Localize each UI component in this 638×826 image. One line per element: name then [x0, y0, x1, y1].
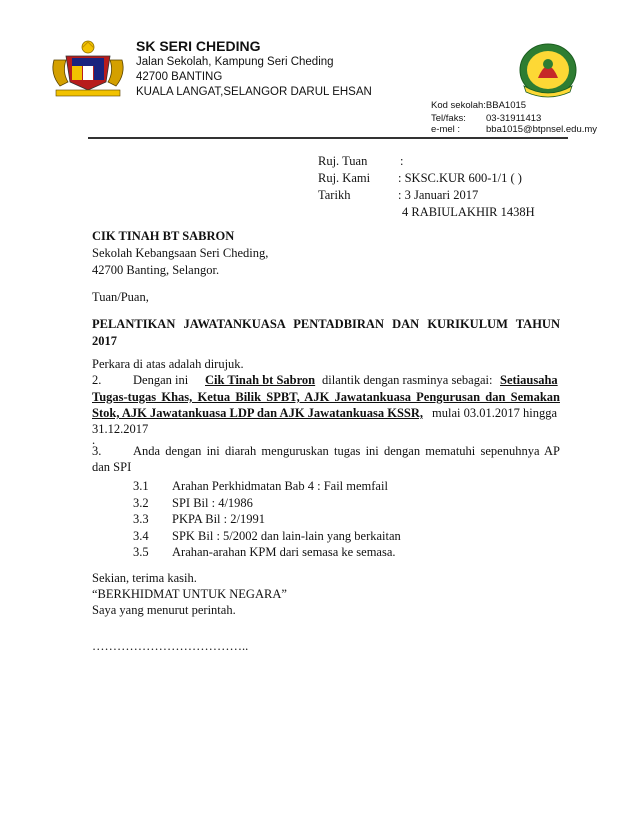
list-item: Arahan Perkhidmatan Bab 4 : Fail memfail — [172, 479, 388, 493]
ruj-tuan-label: Ruj. Tuan — [318, 154, 368, 168]
list-item: Arahan-arahan KPM dari semasa ke semasa. — [172, 545, 396, 559]
school-code: Kod sekolah:BBA1015 — [431, 100, 527, 111]
subject-line-1: PELANTIKAN JAWATANKUASA PENTADBIRAN DAN KURIKULUM TAHUN — [92, 317, 560, 331]
salutation: Tuan/Puan, — [92, 290, 149, 304]
tarikh-value: : 3 Januari 2017 — [398, 188, 479, 202]
recipient-line-1: Sekolah Kebangsaan Seri Cheding, — [92, 246, 269, 260]
subject-line-2: 2017 — [92, 334, 117, 348]
closing-motto: “BERKHIDMAT UNTUK NEGARA” — [92, 587, 287, 601]
ruj-kami-value: : SKSC.KUR 600-1/1 ( ) — [398, 171, 522, 185]
stray-dot: . — [92, 433, 96, 447]
paragraph-1: Perkara di atas adalah dirujuk. — [92, 357, 244, 371]
paragraph-3-number: 3. — [92, 444, 102, 458]
address-line-2: 42700 BANTING — [136, 71, 223, 83]
hijri-date: 4 RABIULAKHIR 1438H — [402, 205, 535, 219]
paragraph-2-text-c: mulai 03.01.2017 hingga — [432, 406, 557, 420]
address-line-3: KUALA LANGAT,SELANGOR DARUL EHSAN — [136, 86, 372, 98]
list-item: SPI Bil : 4/1986 — [172, 496, 253, 510]
signature-line: ……………………………….. — [92, 639, 249, 653]
paragraph-2-number: 2. — [92, 373, 102, 387]
closing-sign-off: Saya yang menurut perintah. — [92, 603, 236, 617]
list-item-number: 3.2 — [133, 496, 149, 510]
header-divider — [88, 137, 568, 139]
list-item-number: 3.4 — [133, 529, 149, 543]
ruj-tuan-value: : — [400, 154, 404, 168]
tel-value: 03-31911413 — [486, 113, 542, 124]
email-value: bba1015@btpnsel.edu.my — [486, 124, 598, 135]
list-item-number: 3.1 — [133, 479, 149, 493]
tel-label: Tel/faks: — [431, 113, 466, 124]
paragraph-2-text-d: 31.12.2017 — [92, 422, 149, 436]
recipient-name: CIK TINAH BT SABRON — [92, 229, 235, 243]
list-item-number: 3.5 — [133, 545, 149, 559]
closing-thanks: Sekian, terima kasih. — [92, 571, 197, 585]
paragraph-2-text-b: dilantik dengan rasminya sebagai: — [322, 373, 493, 387]
list-item: SPK Bil : 5/2002 dan lain-lain yang berkaitan — [172, 529, 401, 543]
role-line-3: Stok, AJK Jawatankuasa LDP dan AJK Jawatankuasa KSSR, — [92, 406, 423, 420]
school-name: SK SERI CHEDING — [136, 38, 261, 54]
jata-negara-crest-icon — [46, 38, 130, 100]
list-item-number: 3.3 — [133, 512, 149, 526]
list-item: PKPA Bil : 2/1991 — [172, 512, 265, 526]
appointee-name: Cik Tinah bt Sabron — [205, 373, 316, 387]
paragraph-3-text-a: Anda dengan ini diarah menguruskan tugas ini dengan mematuhi sepenuhnya AP — [133, 444, 560, 458]
email-label: e-mel : — [431, 124, 461, 135]
role-line-2: Tugas-tugas Khas, Ketua Bilik SPBT, AJK Jawatankuasa Pengurusan dan Semakan — [92, 390, 560, 404]
role-line-1: Setiausaha — [500, 373, 558, 387]
school-logo-icon — [516, 40, 580, 102]
paragraph-2-text-a: Dengan ini — [133, 373, 189, 387]
address-line-1: Jalan Sekolah, Kampung Seri Cheding — [136, 56, 334, 68]
recipient-line-2: 42700 Banting, Selangor. — [92, 263, 220, 277]
paragraph-3-text-b: dan SPI — [92, 460, 132, 474]
tarikh-label: Tarikh — [318, 188, 351, 202]
ruj-kami-label: Ruj. Kami — [318, 171, 371, 185]
